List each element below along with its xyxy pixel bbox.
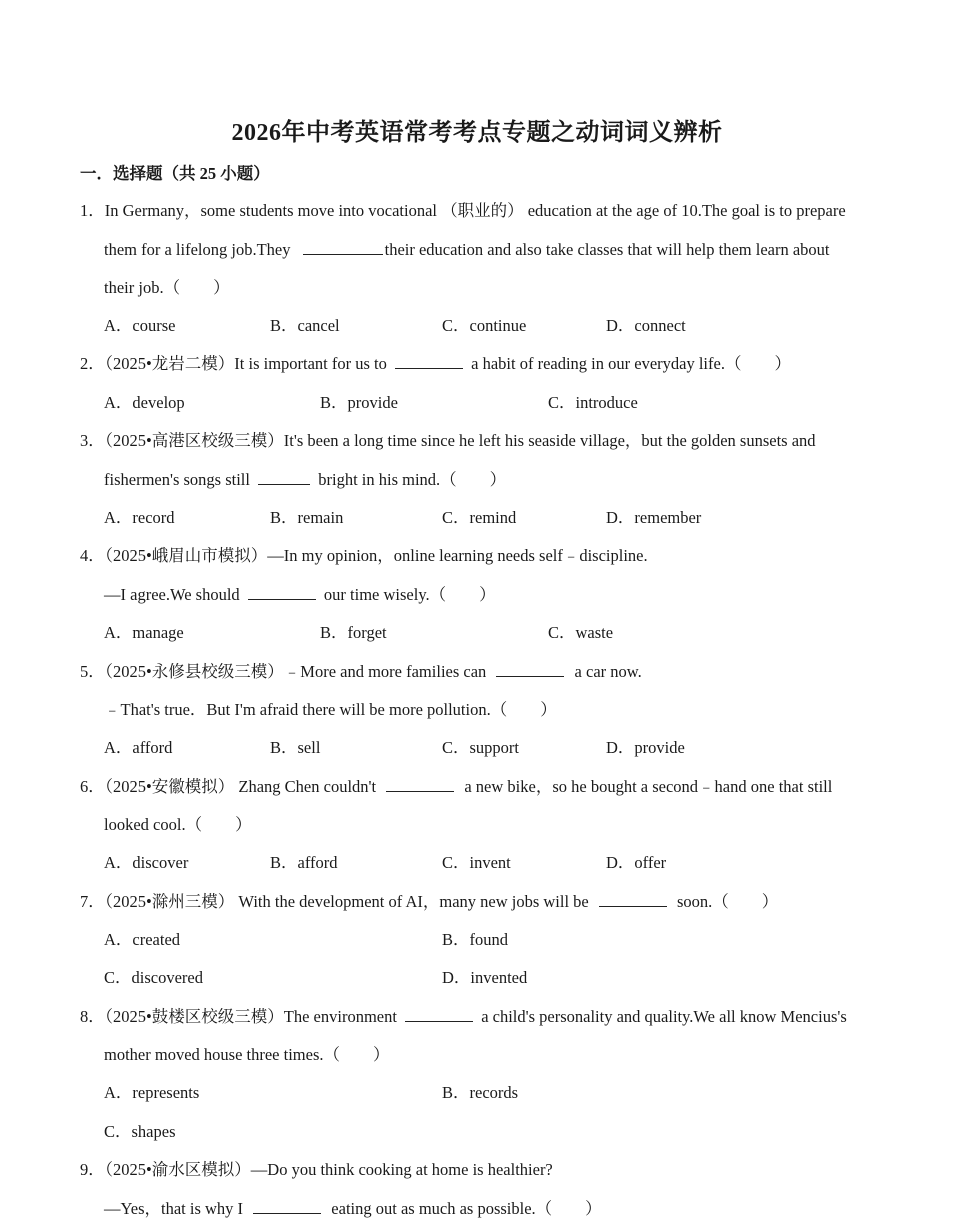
- option-a[interactable]: A．created: [104, 930, 181, 949]
- option-c[interactable]: C．shapes: [104, 1122, 176, 1141]
- question-8-line-1: [80, 1005, 847, 1028]
- question-1-line-2: [104, 238, 830, 261]
- question-3-line-2: [104, 468, 506, 491]
- question-8-text-suffix: a child's personality and quality.We all know Mencius's: [481, 1007, 847, 1026]
- question-8-line-2: mother moved house three times.（ ）: [104, 1045, 390, 1064]
- option-d[interactable]: D．offer: [606, 853, 667, 872]
- question-1-text-suffix: their education and also take classes that will help them learn about: [384, 240, 830, 259]
- question-5-text-prefix: 5．（2025•永修县校级三模）﹣More and more families can: [80, 662, 487, 681]
- question-4-text-suffix: our time wisely.（ ）: [323, 585, 496, 604]
- question-6-line-1: [80, 775, 832, 798]
- question-2-line-1: [80, 352, 791, 375]
- option-b[interactable]: B．found: [442, 930, 508, 949]
- question-6-line-2: looked cool.（ ）: [104, 815, 252, 834]
- question-7-line-1: [80, 890, 778, 913]
- answer-blank: [303, 238, 383, 255]
- option-c[interactable]: C．invent: [442, 853, 511, 872]
- option-b[interactable]: B．records: [442, 1083, 519, 1102]
- question-1-line-3: their job.（ ）: [104, 278, 230, 297]
- question-9-text-suffix: eating out as much as possible.（ ）: [331, 1199, 602, 1218]
- question-9-line-1: 9．（2025•渝水区模拟）—Do you think cooking at home is healthier?: [80, 1160, 553, 1179]
- option-d[interactable]: D．remember: [606, 508, 702, 527]
- option-a[interactable]: A．record: [104, 508, 175, 527]
- option-c[interactable]: C．discovered: [104, 968, 203, 987]
- answer-blank: [405, 1005, 473, 1022]
- option-c[interactable]: C．continue: [442, 316, 527, 335]
- question-9-line-2: [104, 1197, 602, 1220]
- answer-blank: [599, 890, 667, 907]
- option-c[interactable]: C．waste: [548, 623, 614, 642]
- option-a[interactable]: A．afford: [104, 738, 173, 757]
- question-3-text-prefix: fishermen's songs still: [104, 470, 250, 489]
- question-3-line-1: 3．（2025•高港区校级三模）It's been a long time since he left his seaside village，but the golden sunsets and: [80, 431, 816, 450]
- answer-blank: [258, 468, 310, 485]
- option-b[interactable]: B．forget: [320, 623, 387, 642]
- option-b[interactable]: B．sell: [270, 738, 321, 757]
- option-a[interactable]: A．course: [104, 316, 176, 335]
- option-d[interactable]: D．invented: [442, 968, 528, 987]
- question-5-line-2: ﹣That's true．But I'm afraid there will be more pollution.（ ）: [104, 700, 557, 719]
- option-c[interactable]: C．remind: [442, 508, 517, 527]
- option-a[interactable]: A．discover: [104, 853, 189, 872]
- question-7-text-suffix: soon.（ ）: [677, 892, 779, 911]
- option-c[interactable]: C．introduce: [548, 393, 638, 412]
- option-a[interactable]: A．manage: [104, 623, 184, 642]
- section-heading: 一．选择题（共 25 小题）: [80, 164, 270, 183]
- question-3-text-suffix: bright in his mind.（ ）: [318, 470, 507, 489]
- option-d[interactable]: D．provide: [606, 738, 685, 757]
- answer-blank: [386, 775, 454, 792]
- question-9-text-prefix: —Yes，that is why I: [104, 1199, 244, 1218]
- answer-blank: [248, 583, 316, 600]
- document-title: 2026年中考英语常考考点专题之动词词义辨析: [231, 120, 723, 146]
- question-7-text-prefix: 7．（2025•滁州三模） With the development of AI，many new jobs will be: [80, 892, 589, 911]
- question-2-text-suffix: a habit of reading in our everyday life.（ ）: [471, 354, 791, 373]
- question-5-text-suffix: a car now.: [574, 662, 642, 681]
- question-4-text-prefix: —I agree.We should: [104, 585, 240, 604]
- option-d[interactable]: D．connect: [606, 316, 686, 335]
- question-4-line-2: [104, 583, 496, 606]
- option-c[interactable]: C．support: [442, 738, 520, 757]
- question-6-text-prefix: 6．（2025•安徽模拟） Zhang Chen couldn't: [80, 777, 377, 796]
- option-a[interactable]: A．represents: [104, 1083, 200, 1102]
- question-1-text-prefix: them for a lifelong job.They: [104, 240, 291, 259]
- question-5-line-1: [80, 660, 642, 683]
- option-b[interactable]: B．remain: [270, 508, 344, 527]
- question-6-text-suffix: a new bike，so he bought a second﹣hand one that still: [464, 777, 833, 796]
- answer-blank: [496, 660, 564, 677]
- answer-blank: [395, 352, 463, 369]
- option-a[interactable]: A．develop: [104, 393, 185, 412]
- question-4-line-1: 4．（2025•峨眉山市模拟）—In my opinion，online learning needs self﹣discipline.: [80, 546, 648, 565]
- answer-blank: [253, 1197, 321, 1214]
- option-b[interactable]: B．afford: [270, 853, 338, 872]
- option-b[interactable]: B．cancel: [270, 316, 340, 335]
- option-b[interactable]: B．provide: [320, 393, 398, 412]
- question-1-line-1: 1．In Germany，some students move into vocational （职业的） education at the age of 10.The goal is to prepare: [80, 201, 846, 220]
- question-8-text-prefix: 8．（2025•鼓楼区校级三模）The environment: [80, 1007, 397, 1026]
- question-2-text-prefix: 2．（2025•龙岩二模）It is important for us to: [80, 354, 387, 373]
